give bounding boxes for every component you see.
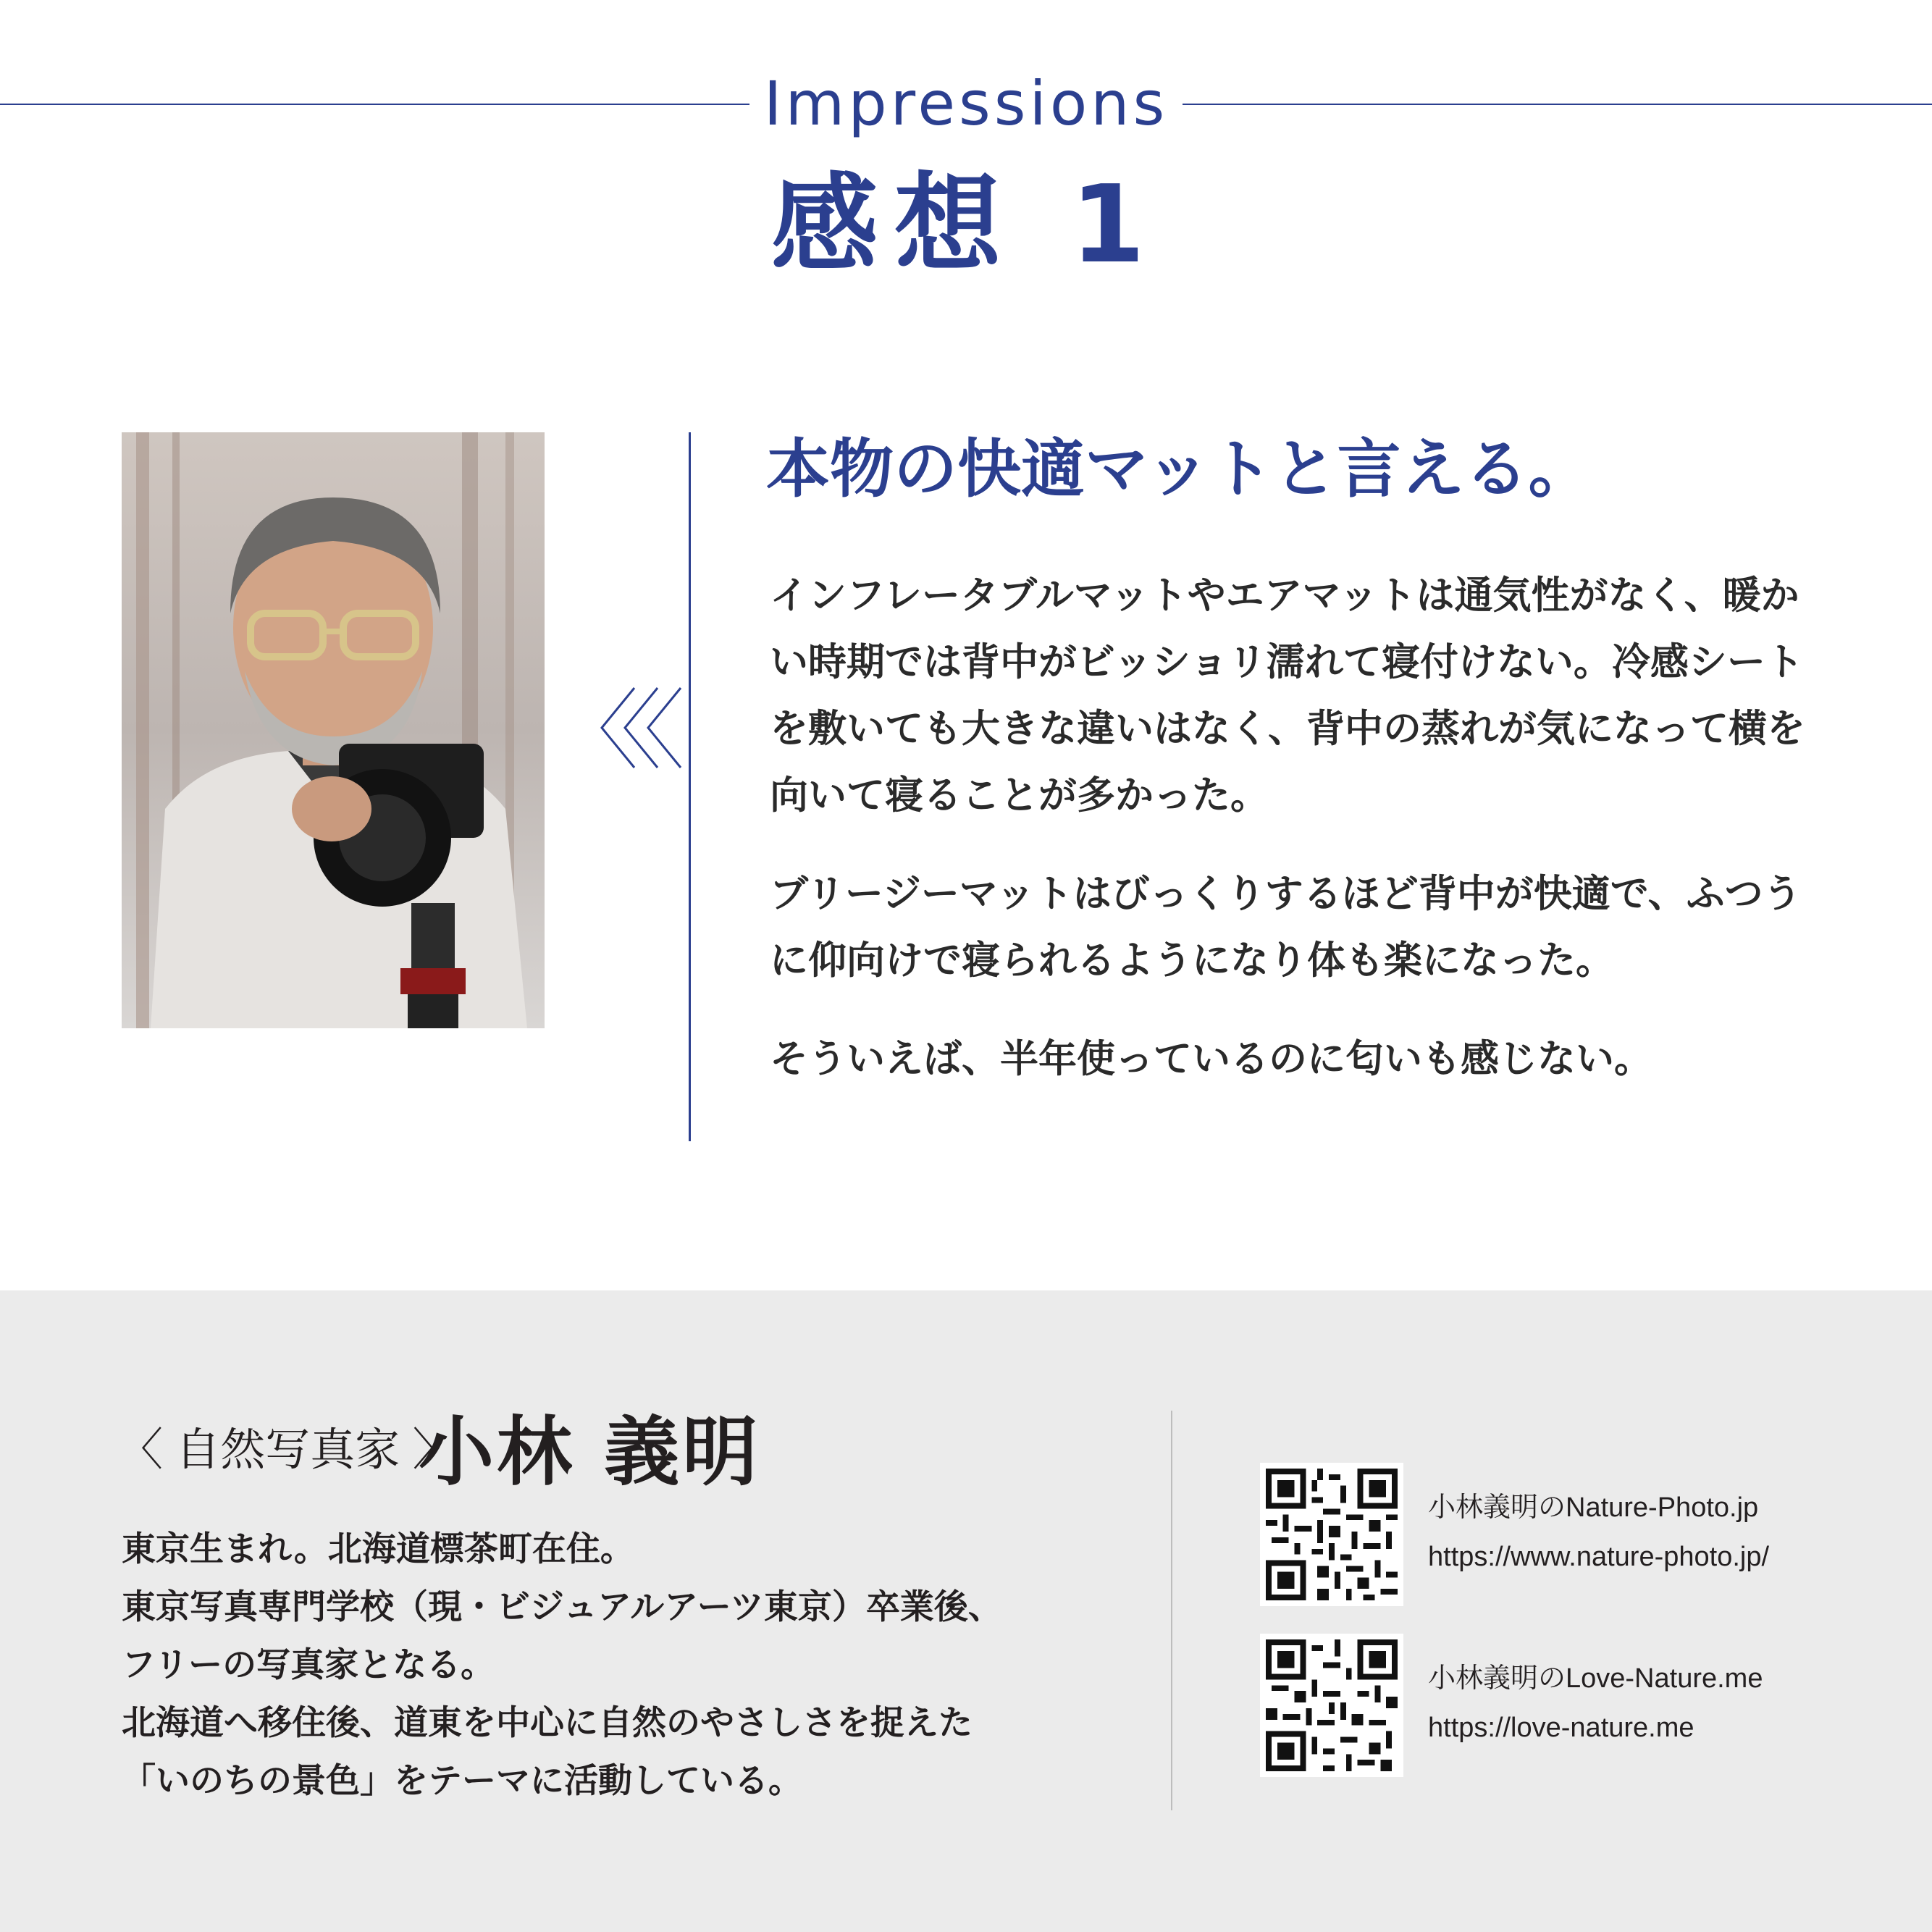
page-title: 感想 1 (770, 162, 1162, 287)
bio-line: 東京写真専門学校（現・ビジュアルアーツ東京）卒業後、 (122, 1587, 1002, 1627)
website-link-love-nature[interactable] (1428, 1654, 1763, 1752)
qr-code-icon[interactable] (1260, 1463, 1403, 1606)
header-rule-left (0, 104, 749, 105)
link-url[interactable]: https://love-nature.me (1428, 1713, 1694, 1743)
link-title: 小林義明のNature-Photo.jp (1428, 1492, 1759, 1523)
photographer-photo (122, 432, 545, 1028)
bio-line: 「いのちの景色」をテーマに活動している。 (122, 1761, 802, 1801)
triple-left-chevron-icon (598, 684, 700, 771)
vertical-divider (689, 432, 691, 1141)
testimonial-body (770, 562, 1813, 1124)
bio-line: 東京生まれ。北海道標茶町在住。 (122, 1529, 634, 1569)
bio-line: 北海道へ移住後、道東を中心に自然のやさしさを捉えた (122, 1703, 973, 1743)
section-label: Impressions (763, 68, 1169, 139)
profile-role: 〈 自然写真家 〉 (118, 1425, 458, 1475)
testimonial-paragraph: インフレータブルマットやエアマットは通気性がなく、暖かい時期では背中がビッショリ濡れて寝付けない。冷感シートを敷いても大きな違いはなく、背中の蒸れが気になって横を向いて寝ることが多かった。 (770, 573, 1805, 818)
header-rule-right (1183, 104, 1932, 105)
link-url[interactable]: https://www.nature-photo.jp/ (1428, 1542, 1770, 1572)
profile-bio (122, 1521, 1164, 1810)
testimonial-paragraph: ブリージーマットはびっくりするほど背中が快適で、ふつうに仰向けで寝られるようになり体も楽になった。 (770, 871, 1802, 983)
testimonial-headline: 本物の快適マットと言える。 (766, 431, 1592, 506)
link-title: 小林義明のLove-Nature.me (1428, 1663, 1763, 1694)
website-link-nature-photo[interactable] (1428, 1483, 1769, 1582)
profile-name: 小林 義明 (419, 1408, 761, 1496)
footer-divider (1171, 1411, 1172, 1810)
qr-code-icon[interactable] (1260, 1634, 1403, 1777)
bio-line: フリーの写真家となる。 (122, 1645, 495, 1685)
testimonial-paragraph: そういえば、半年使っているのに匂いも感じない。 (770, 1036, 1652, 1081)
